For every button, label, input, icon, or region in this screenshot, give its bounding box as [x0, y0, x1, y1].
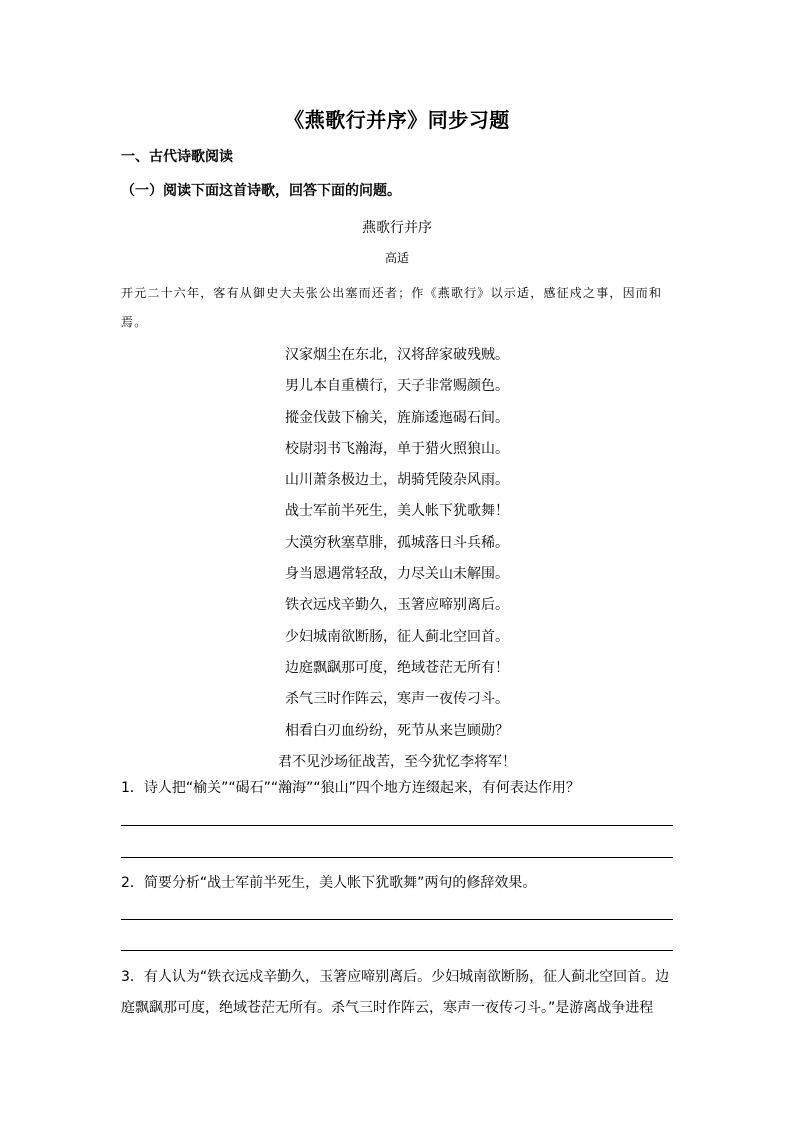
section-heading: 一、古代诗歌阅读 [121, 149, 233, 165]
poem-verse: 相看白刃血纷纷，死节从来岂顾勋？ [285, 722, 509, 739]
poem-verse: 君不见沙场征战苦，至今犹忆李将军！ [278, 753, 516, 770]
poem-verse: 男儿本自重横行，天子非常赐颜色。 [285, 378, 509, 395]
poem-verse: 汉家烟尘在东北，汉将辞家破残贼。 [285, 347, 509, 363]
poem-verse: 山川萧条极边土，胡骑凭陵杂风雨。 [285, 472, 509, 489]
answer-line [121, 950, 673, 951]
poem-verse: 身当恩遇常轻敌，力尽关山未解围。 [285, 566, 509, 583]
poem-verse: 大漠穷秋塞草腓，孤城落日斗兵稀。 [285, 534, 509, 551]
question-2: 2．简要分析“战士军前半死生，美人帐下犹歌舞”两句的修辞效果。 [121, 875, 537, 891]
poem-verse: 少妇城南欲断肠，征人蓟北空回首。 [285, 628, 509, 645]
poem-verse: 战士军前半死生，美人帐下犹歌舞！ [285, 503, 509, 520]
poem-preface: 开元二十六年，客有从御史大夫张公出塞而还者；作《燕歌行》以示适，感征戍之事，因而和焉。 [121, 286, 663, 329]
poem-verses [0, 340, 794, 778]
poem-verse: 校尉羽书飞瀚海，单于猎火照狼山。 [285, 440, 509, 457]
question-1: 1．诗人把“榆关”“碣石”“瀚海”“狼山”四个地方连缀起来，有何表达作用？ [121, 780, 580, 796]
answer-line [121, 857, 673, 858]
poem-verse: 摐金伐鼓下榆关，旌旆逶迤碣石间。 [285, 409, 509, 426]
poem-verse: 杀气三时作阵云，寒声一夜传刁斗。 [285, 691, 509, 708]
poem-verse: 边庭飘飖那可度，绝域苍茫无所有！ [285, 659, 509, 676]
poem-title: 燕歌行并序 [362, 220, 432, 236]
document-title: 《燕歌行并序》同步习题 [284, 108, 510, 132]
poem-verse: 铁衣远戍辛勤久，玉箸应啼别离后。 [285, 597, 509, 614]
answer-line [121, 825, 673, 826]
question-3: 3．有人认为“铁衣远戍辛勤久，玉箸应啼别离后。少妇城南欲断肠，征人蓟北空回首。边庭飘飖那可度，绝域苍茫无所有。杀气三时作阵云，寒声一夜传刁斗。”是游离战争进程 [121, 969, 670, 1016]
sub-heading: （一）阅读下面这首诗歌，回答下面的问题。 [121, 183, 401, 199]
poem-author: 高适 [384, 251, 409, 265]
answer-line [121, 919, 673, 920]
